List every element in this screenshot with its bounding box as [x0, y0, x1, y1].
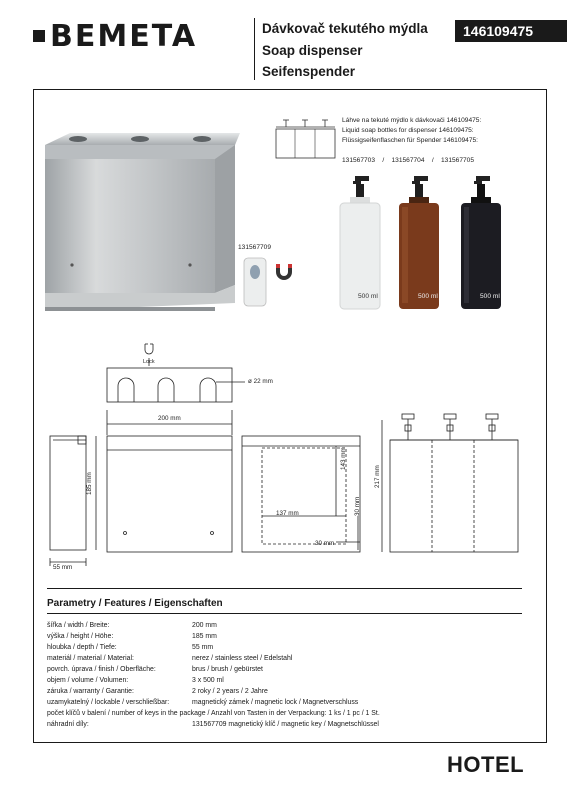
bottle-black [461, 176, 501, 309]
param-label: počet klíčů v balení / number of keys in the package / Anzahl von Tasten in der Verpackung: 1 ks / 1 pc / 1 St. [47, 710, 380, 717]
dim-143: 143 mm [340, 447, 347, 470]
brand-logo-mark [33, 30, 45, 42]
title-cz: Dávkovač tekutého mýdla [262, 21, 428, 36]
param-value: 185 mm [192, 633, 217, 640]
dim-height: 185 mm [86, 472, 93, 495]
param-value: 131567709 magnetický klíč / magnetic key / Magnetschlüssel [192, 721, 379, 728]
bottles-desc-de: Flüssigseifenflaschen für Spender 146109475: [342, 137, 478, 144]
params-top-rule [47, 588, 522, 589]
param-value: nerez / stainless steel / Edelstahl [192, 655, 293, 662]
param-value: brus / brush / gebürstet [192, 666, 263, 673]
bottle-volume-2: 500 ml [418, 293, 438, 300]
param-label: uzamykatelný / lockable / verschließbar: [47, 699, 170, 706]
brand-logo: BEMETA [50, 19, 198, 54]
param-label: náhradní díly: [47, 721, 89, 728]
params-title-rule [47, 613, 522, 614]
param-label: povrch. úprava / finish / Oberfläche: [47, 666, 156, 673]
dim-30-horizontal: 30 mm [315, 540, 335, 547]
bottle-volume-3: 500 ml [480, 293, 500, 300]
dim-137: 137 mm [276, 510, 299, 517]
params-title: Parametry / Features / Eigenschaften [47, 598, 223, 609]
dim-217: 217 mm [374, 465, 381, 488]
key-code: 131567709 [238, 244, 272, 251]
bottle-white [340, 176, 380, 309]
param-value: 2 roky / 2 years / 2 Jahre [192, 688, 268, 695]
bottles-desc-cz: Láhve na tekuté mýdlo k dávkovači 146109475: [342, 117, 482, 124]
bottles-desc-en: Liquid soap bottles for dispenser 146109475: [342, 127, 474, 134]
param-label: objem / volume / Volumen: [47, 677, 129, 684]
bottle-codes: 131567703 / 131567704 / 131567705 [342, 157, 474, 164]
param-label: záruka / warranty / Garantie: [47, 688, 134, 695]
dim-depth: 55 mm [53, 564, 73, 571]
bottle-volume-1: 500 ml [358, 293, 378, 300]
param-value: magnetický zámek / magnetic lock / Magnetverschluss [192, 699, 359, 706]
title-de: Seifenspender [262, 64, 356, 79]
lock-label: Lock [143, 359, 155, 365]
header-divider [254, 18, 255, 80]
bottle-set-icon [273, 118, 338, 160]
magnetic-key-image [238, 254, 298, 310]
param-label: šířka / width / Breite: [47, 622, 110, 629]
dim-30-vertical: 30 mm [354, 496, 361, 516]
param-label: materiál / material / Material: [47, 655, 134, 662]
param-label: hloubka / depth / Tiefe: [47, 644, 117, 651]
dim-width: 200 mm [158, 415, 181, 422]
dispenser-photo [40, 125, 245, 315]
category-label: HOTEL [447, 752, 525, 777]
product-code: 146109475 [455, 20, 567, 42]
param-value: 3 x 500 ml [192, 677, 224, 684]
param-label: výška / height / Höhe: [47, 633, 114, 640]
param-value: 200 mm [192, 622, 217, 629]
title-en: Soap dispenser [262, 43, 363, 58]
param-value: 55 mm [192, 644, 214, 651]
technical-drawing [40, 340, 540, 580]
bottle-amber [399, 176, 439, 309]
dim-hole-diameter: ø 22 mm [248, 378, 273, 385]
